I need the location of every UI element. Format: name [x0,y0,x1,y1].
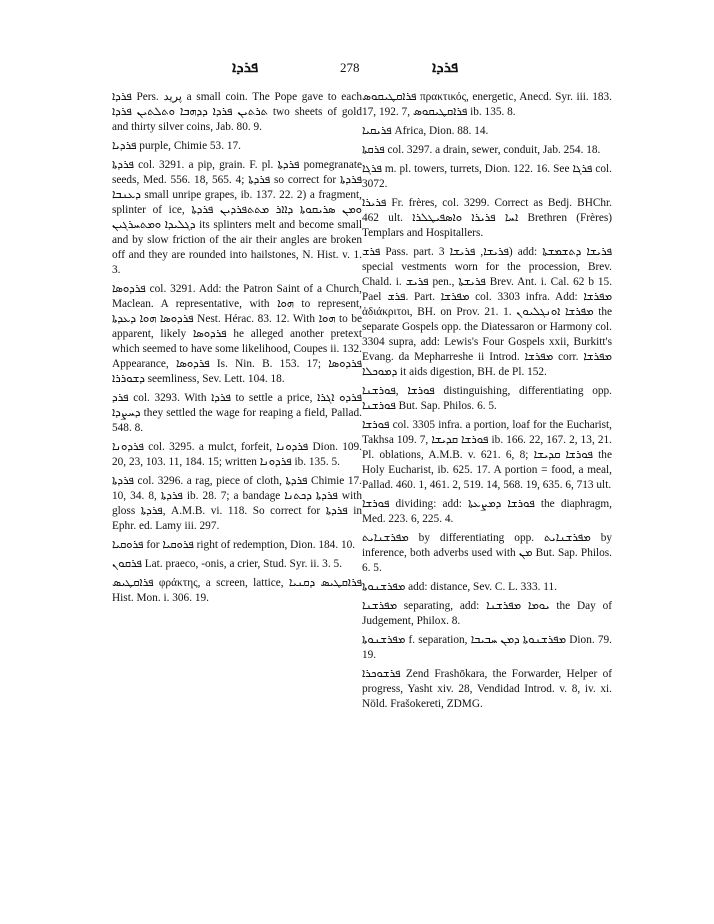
entry: ܡܦܪܫܢܐܝܬ by differentiating opp. ܡܦܪܫܢܐܝܬ by inference, both adverbs used with ܡܢ But. Sap. Philos. 6. 5. [362,532,613,574]
entry: ܦܪܕܝܐ purple, Chimie 53. 17. [112,140,241,152]
entry: ܡܦܪܫܢܘܬܐ add: distance, Sev. C. L. 333. 11. [362,581,557,593]
entry: ܦܪܩܬܐ col. 3297. a drain, sewer, conduit, Jab. 254. 18. [362,144,601,156]
entry: ܦܪܫܘܟܪܐ Zend Frashōkara, the Forwarder, Helper of progress, Yasht xiv. 28, Vendidad Introd. v. 8, iv. xi. Nöld. Frašokereti, ZDMG. [362,668,612,710]
entry: ܡܦܪܫܢܘܬܐ f. separation, ܡܦܪܫܢܘܬܐ ܕܡܢ ܚܒܝܒܐ Dion. 79. 19. [362,634,612,661]
entry: ܦܪܕܘܣܐ col. 3291. Add: the Patron Saint of a Church, Maclean. A representative, with ܗܘܐ to represent, ܦܪܕܘܣܐ ܗܘܐ ܕܥܕܬܐ Nest. Hérac. 83. 12. With ܗܘܐ to be apparent, likely ܦܪܕܘܣܐ he alleged another pretext which seemed to have some likelihood, Coupes ii. 132. Appearance, ܦܪܕܘܣܐ Is. Nin. B. 153. 17; ܦܪܕܘܣܐ ܕܫܘܪܪܐ seemliness, Sev. Lett. 104. 18. [112,283,363,385]
left-column [112,90,362,610]
entry: ܦܪܕ col. 3293. With ܦܪܕܐ to settle a price, ܦܪܕܘ ܐܓܪܐ ܕܚܨܕܐ they settled the wage for reaping a field, Pallad. 548. 8. [112,392,362,434]
entry: ܦܪܕܘܢܐ col. 3295. a mulct, forfeit, ܦܪܕܘܢܐ Dion. 109. 20, 23, 103. 11, 184. 15; written ܦܪܕܘܢܐ ib. 135. 5. [112,441,362,468]
entry: ܦܪܘܩܝܐ for ܦܪܘܩܝܐ right of redemption, Dion. 184. 10. [112,539,356,551]
entry: ܦܪܕܬܐ col. 3296. a rag, piece of cloth, ܦܪܕܬܐ Chimie 17. 10, 34. 8, ܦܪܕܬܐ ib. 28. 7; a bandage ܦܪܕܬܐ ܕܟܬܢܐ with gloss ܦܪܕܬܐ, A.M.B. vi. 118. So correct for ܦܪܕܬܐ in Ephr. ed. Lamy iii. 297. [112,475,362,532]
entry: ܦܘܪܫܐ ,ܦܘܪܫܢܐ distinguishing, differentiating opp. ܦܘܪܫܢܐ But. Sap. Philos. 6. 5. [362,385,612,412]
right-column [362,90,612,716]
entry: ܦܪܓܐ m. pl. towers, turrets, Dion. 122. 16. See ܦܪܓܐ col. 3072. [362,163,612,190]
entry: ܦܪܩܘܢ Lat. praeco, -onis, a crier, Stud. Syr. ii. 3. 5. [112,558,342,570]
entry: ܦܪܝܩܝܐ Africa, Dion. 88. 14. [362,125,489,137]
page-number: 278 [340,60,360,75]
entry: ܦܪܫ Pass. part. ܦܪܝܫܐ, ܦܪܝܫܐ 3) add: ܦܪܝܫܐ ܕܬܫܡܫܬܐ special vestments worn for the procession, Brev. Chald. i. ܦܪܝܫ pen., ܦܪܝܫܬܐ Brev. Ant. i. Cal. 62 b 15. Pael ܦܪܫ. Part. ܡܦܪܫܐ col. 3303 infra. Add: ܡܦܪܫܐ ἀδιάκριτοι, BH. on Prov. 21. 1. ܡܦܪܫܐ ܐܘܢܓܠܝܘܢ the separate Gospels opp. the Diatessaron or Harmony col. 3304 supra, add: Lewis's Four Gospels xxii, Burkitt's Evang. da Mepharreshe ii Introd. ܡܦܪܫܐ corr. ܡܦܪܫܐ ܕܡܘܟܠܐ it aids digestion, BH. de Pl. 152. [362,246,613,378]
running-head [0,58,714,78]
entry: ܦܪܐܩܛܝܣ φράκτης, a screen, lattice, ܦܪܐܩܛܝܣ ܕܩܢܝܐ Hist. Mon. i. 306. 19. [112,577,362,604]
entry: ܦܪܕܐ Pers. پرید a small coin. The Pope gave to each ܬܪܬܝܢ ܦܪܕܐ ܕܕܗܒܐ ܘܬܠܬܝܢ ܦܪܕܐ two sheets of gold and thirty silver coins, Jab. 80. 9. [112,91,362,133]
entry: ܦܪܐܩܛܝܩܘܣ πρακτικός, energetic, Anecd. Syr. iii. 183. 17, 192. 7, ܦܪܐܩܛܝܩܘܣ ib. 135. 8. [362,91,612,118]
headword-left: ܦܪܕܐ [232,58,259,76]
headword-right: ܦܪܕܐ [432,58,459,76]
entry: ܦܘܪܫܐ dividing: add: ܦܘܪܫܐ ܕܡܨܥܬܐ the diaphragm, Med. 223. 6, 225. 4. [362,498,612,525]
entry: ܦܪܕܬܐ col. 3291. a pip, grain. F. pl. ܦܪܕܬܐ pomegranate seeds, Med. 556. 18, 565. 4; ܦܪܕܬܐ so correct for ܦܪܕܬܐ ܕܥܢܒܐ small unripe grapes, ib. 137. 22. 2) a fragment, splinter of ice, ܘܡܢ ܣܪܝܩܘܬܐ ܕܐܐܪ ܡܬܬܦܪܕܝܢ ܦܪܕܬܐ ܕܓܠܝܕܐ ܘܡܬܚܪܓܝܢ its splinters melt and become small and by slow friction of the air their angles are broken off and they are rounded into hailstones, N. Hist. v. 1. 3. [112,159,362,276]
entry: ܡܦܪܫܢܐ separating, add: ܝܘܡܐ ܡܦܪܫܢܐ the Day of Judgement, Philox. 8. [362,600,612,627]
entry: ܦܘܪܫܐ col. 3305 infra. a portion, loaf for the Eucharist, Takhsa 109. 7, ܦܘܪܫܐ ܩܕܝܫܐ ib. 166. 22, 167. 2, 13, 21. Pl. oblations, A.M.B. v. 621. 6, 8; ܦܘܪܫܐ ܩܕܝܫܐ the Holy Eucharist, ib. 625. 17. A portion = food, a meal, Pallad. 460. 1, 461. 2, 519. 14, 568. 19, 635. 6, 713 ult. [362,419,612,491]
entry: ܦܪܝܪܐ Fr. frères, col. 3299. Correct as Bedj. BHChr. 462 ult. ܐܚܐ ܦܪܝܪܐ ܘܐܣܦܝܛܠܪܐ Brethren (Frères) Templars and Hospitallers. [362,197,612,239]
